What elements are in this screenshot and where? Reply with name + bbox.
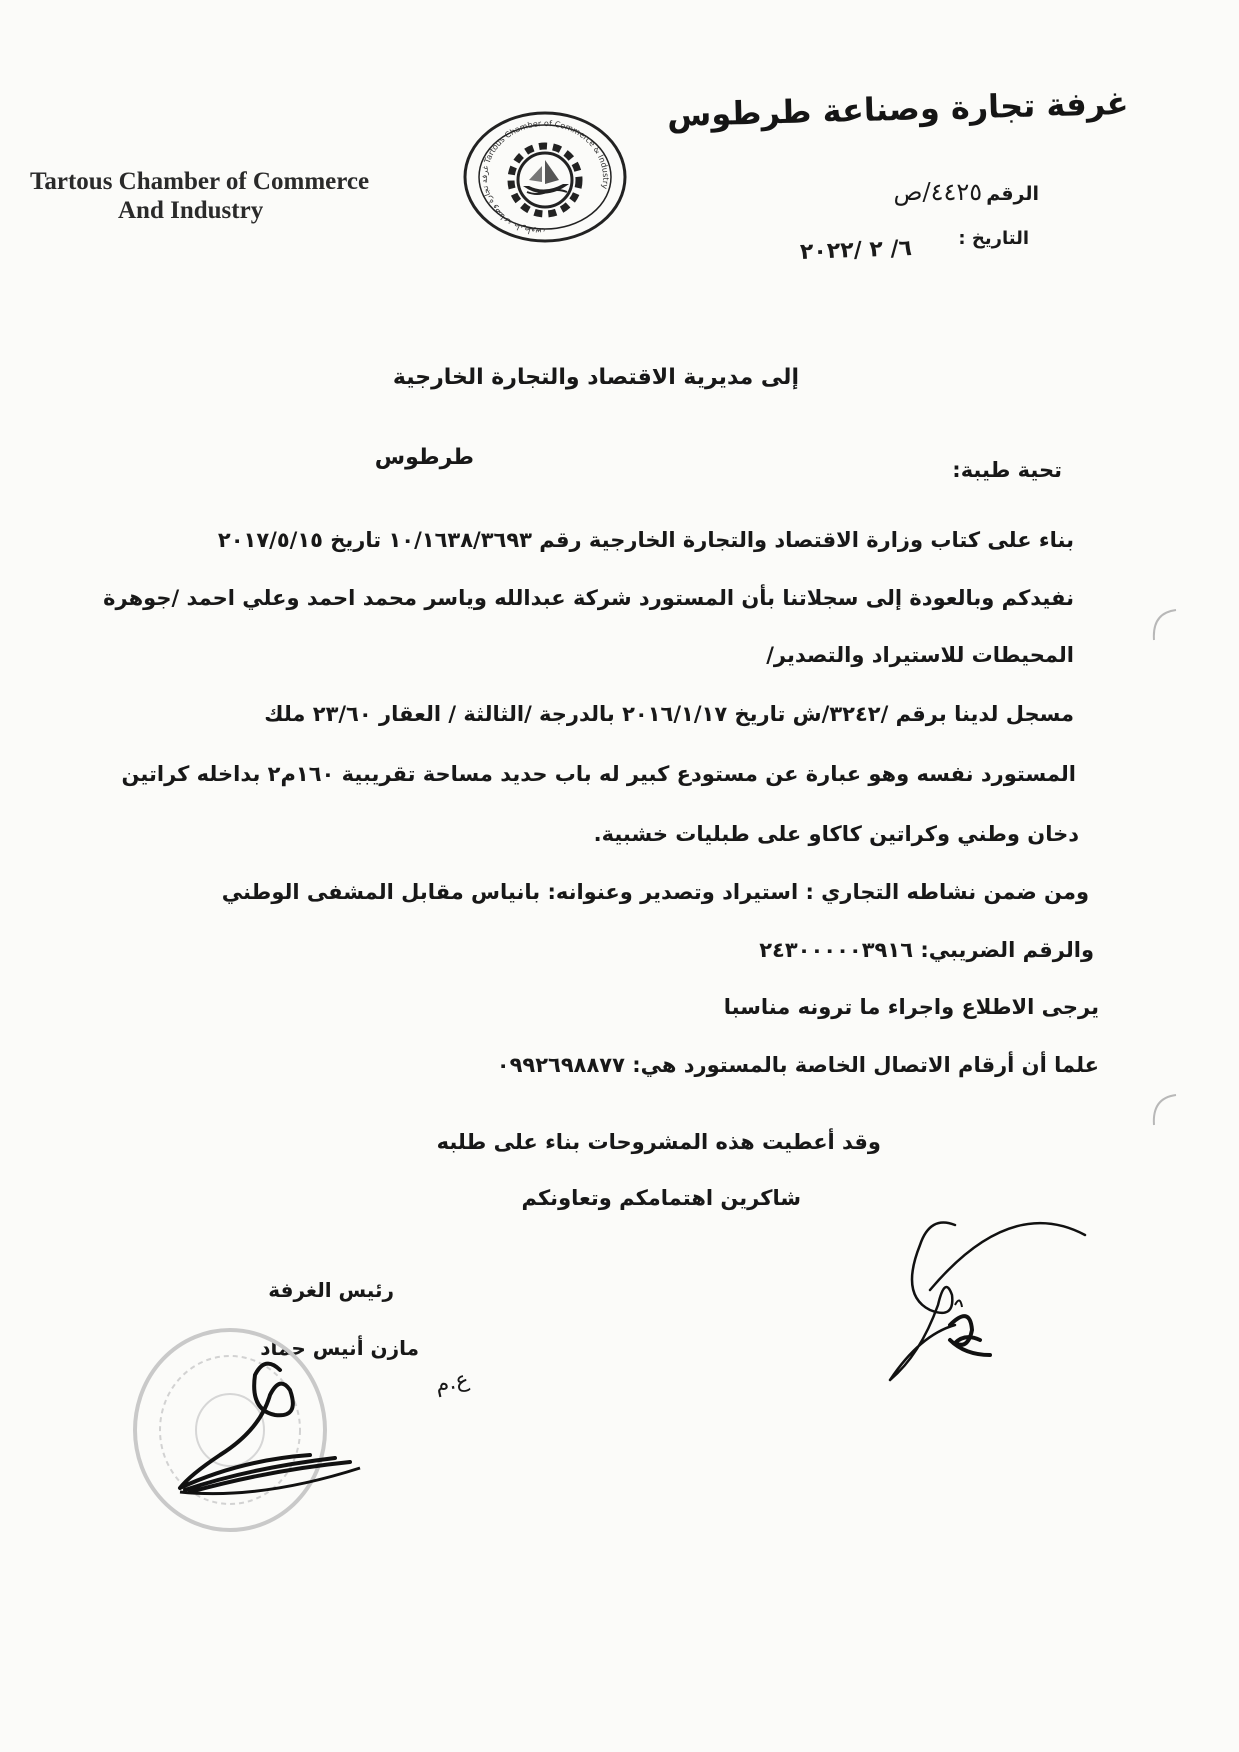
body-line: مسجل لدينا برقم /٣٢٤٢/ش تاريخ ٢٠١٦/١/١٧ بالدرجة /الثالثة / العقار ٢٣/٦٠ ملك — [264, 702, 1074, 726]
body-line: والرقم الضريبي: ٢٤٣٠٠٠٠٠٣٩١٦ — [759, 938, 1094, 962]
body-line: يرجى الاطلاع واجراء ما ترونه مناسبا — [723, 995, 1099, 1019]
english-header — [30, 168, 430, 226]
date-value: ٦/ ٢ /٢٠٢٢ — [799, 236, 913, 265]
body-line: علما أن أرقام الاتصال الخاصة بالمستورد هي: ٠٩٩٢٦٩٨٨٧٧ — [496, 1053, 1099, 1077]
date-label: التاريخ : — [958, 228, 1029, 249]
body-line: دخان وطني وكراتين كاكاو على طبليات خشبية. — [593, 822, 1079, 846]
signature-name: مازن أنيس حماد — [260, 1336, 419, 1360]
body-line: بناء على كتاب وزارة الاقتصاد والتجارة الخارجية رقم ١٠/١٦٣٨/٣٦٩٣ تاريخ ٢٠١٧/٥/١٥ — [217, 528, 1074, 552]
reference-number — [894, 178, 1039, 206]
body-line: شاكرين اهتمامكم وتعاونكم — [521, 1186, 801, 1210]
recipient-line2: طرطوس — [374, 445, 474, 470]
recipient-line1: إلى مديرية الاقتصاد والتجارة الخارجية — [392, 365, 799, 390]
chairman-signature — [160, 1350, 420, 1510]
signature-note: ع.م — [433, 1366, 472, 1399]
reference-label: الرقم — [986, 183, 1039, 205]
body-line: نفيدكم وبالعودة إلى سجلاتنا بأن المستورد شركة عبدالله وياسر محمد احمد وعلي احمد /جوهرة — [103, 586, 1074, 610]
english-header-line2: And Industry — [118, 196, 264, 224]
arabic-header: غرفة تجارة وصناعة طرطوس — [667, 83, 1130, 135]
chamber-logo — [460, 110, 630, 245]
logo-ring-text: غرفة تجارة وصناعة طرطوس Tartous Chamber of Commerce & Industry — [480, 118, 611, 238]
signature-title: رئيس الغرفة — [268, 1278, 394, 1302]
greeting: تحية طيبة: — [952, 458, 1062, 482]
body-line: ومن ضمن نشاطه التجاري : استيراد وتصدير وعنوانه: بانياس مقابل المشفى الوطني — [221, 880, 1089, 904]
punch-hole — [1148, 1090, 1178, 1130]
body-line: المستورد نفسه وهو عبارة عن مستودع كبير له باب حديد مساحة تقريبية ١٦٠م٢ بداخله كراتين — [121, 762, 1076, 786]
reference-value: ٤٤٢٥/ص — [893, 178, 983, 206]
punch-hole — [1148, 605, 1178, 645]
english-header-line1: Tartous Chamber of Commerce — [30, 168, 370, 195]
approval-signature — [860, 1215, 1100, 1395]
body-line: وقد أعطيت هذه المشروحات بناء على طلبه — [436, 1130, 881, 1154]
body-line: المحيطات للاستيراد والتصدير/ — [766, 643, 1074, 667]
